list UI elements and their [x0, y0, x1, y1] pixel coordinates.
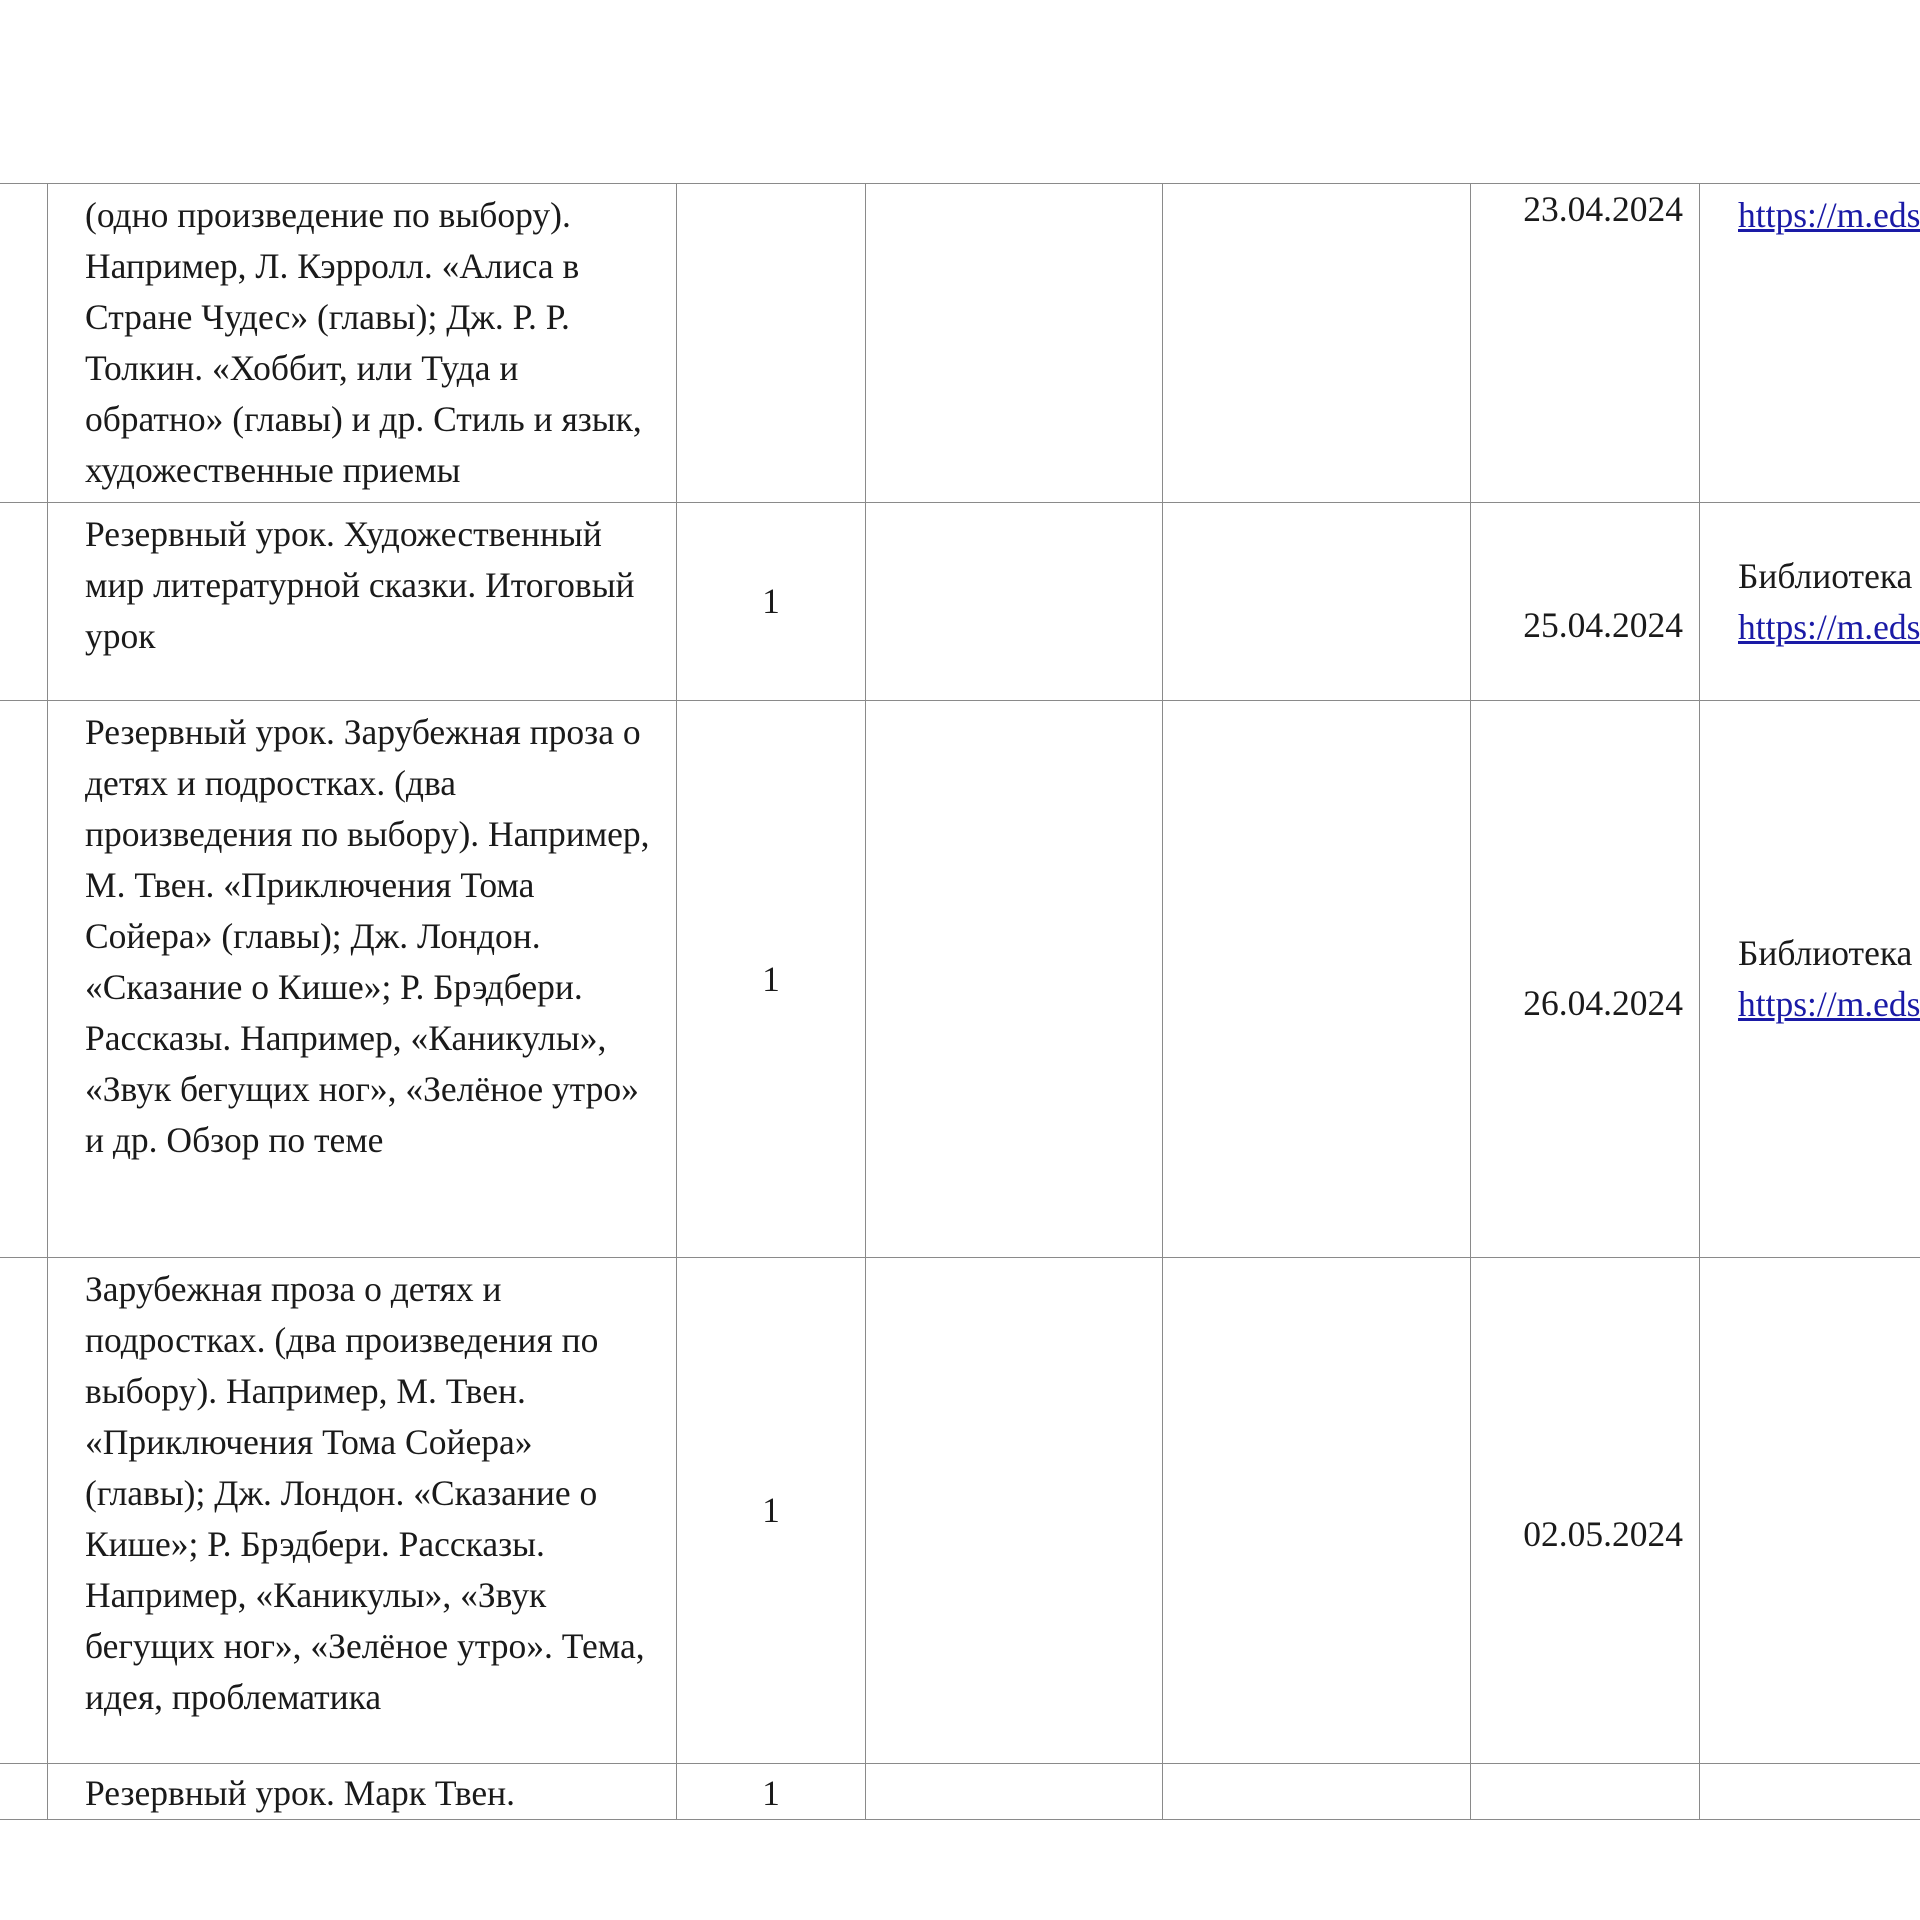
row-number-cell: [0, 1258, 48, 1764]
topic-cell: (одно произведение по выбору). Например, Л. Кэрролл. «Алиса в Стране Чудес» (главы); Дж. Р. Р. Толкин. «Хоббит, или Туда и обратно» (главы) и др. Стиль и язык, художественные приемы: [48, 184, 677, 503]
hours-cell: 1: [677, 1258, 866, 1764]
topic-cell: Резервный урок. Художественный мир литературной сказки. Итоговый урок: [48, 503, 677, 701]
date-cell: 25.04.2024: [1471, 503, 1700, 701]
resource-cell: [1700, 184, 1920, 503]
control-work-cell: [866, 503, 1163, 701]
hours-cell: 1: [677, 1764, 866, 1820]
date-cell: 23.04.2024: [1471, 184, 1700, 503]
resource-cell: [1700, 1258, 1920, 1764]
control-work-cell: [866, 1764, 1163, 1820]
table-row: [0, 701, 1920, 1258]
practical-work-cell: [1163, 503, 1471, 701]
table-row: [0, 184, 1920, 503]
topic-cell: Резервный урок. Марк Твен.: [48, 1764, 677, 1820]
resource-link[interactable]: https://m.eds: [1738, 984, 1920, 1024]
resource-label: Библиотека: [1738, 933, 1913, 973]
date-cell: 26.04.2024: [1471, 701, 1700, 1258]
practical-work-cell: [1163, 1764, 1471, 1820]
row-number-cell: [0, 1764, 48, 1820]
topic-cell: Зарубежная проза о детях и подростках. (два произведения по выбору). Например, М. Твен. «Приключения Тома Сойера» (главы); Дж. Лондон. «Сказание о Кише»; Р. Брэдбери. Рассказы. Например, «Каникулы», «Звук бегущих ног», «Зелёное утро». Тема, идея, проблематика: [48, 1258, 677, 1764]
table-row: [0, 503, 1920, 701]
resource-link[interactable]: https://m.eds: [1738, 195, 1920, 235]
practical-work-cell: [1163, 701, 1471, 1258]
resource-link[interactable]: https://m.eds: [1738, 606, 1920, 647]
control-work-cell: [866, 1258, 1163, 1764]
table-row: [0, 1258, 1920, 1764]
resource-label: Библиотека: [1738, 555, 1913, 596]
row-number-cell: [0, 184, 48, 503]
date-cell: 02.05.2024: [1471, 1258, 1700, 1764]
hours-cell: 1: [677, 701, 866, 1258]
resource-cell: [1700, 503, 1920, 701]
practical-work-cell: [1163, 1258, 1471, 1764]
hours-cell: [677, 184, 866, 503]
row-number-cell: [0, 503, 48, 701]
lesson-plan-table: [0, 183, 1920, 1820]
row-number-cell: [0, 701, 48, 1258]
practical-work-cell: [1163, 184, 1471, 503]
resource-cell: [1700, 1764, 1920, 1820]
table-row: [0, 1764, 1920, 1820]
resource-cell: [1700, 701, 1920, 1258]
control-work-cell: [866, 701, 1163, 1258]
hours-cell: 1: [677, 503, 866, 701]
topic-cell: Резервный урок. Зарубежная проза о детях и подростках. (два произведения по выбору). Например, М. Твен. «Приключения Тома Сойера» (главы); Дж. Лондон. «Сказание о Кише»; Р. Брэдбери. Рассказы. Например, «Каникулы», «Звук бегущих ног», «Зелёное утро» и др. Обзор по теме: [48, 701, 677, 1258]
date-cell: [1471, 1764, 1700, 1820]
control-work-cell: [866, 184, 1163, 503]
